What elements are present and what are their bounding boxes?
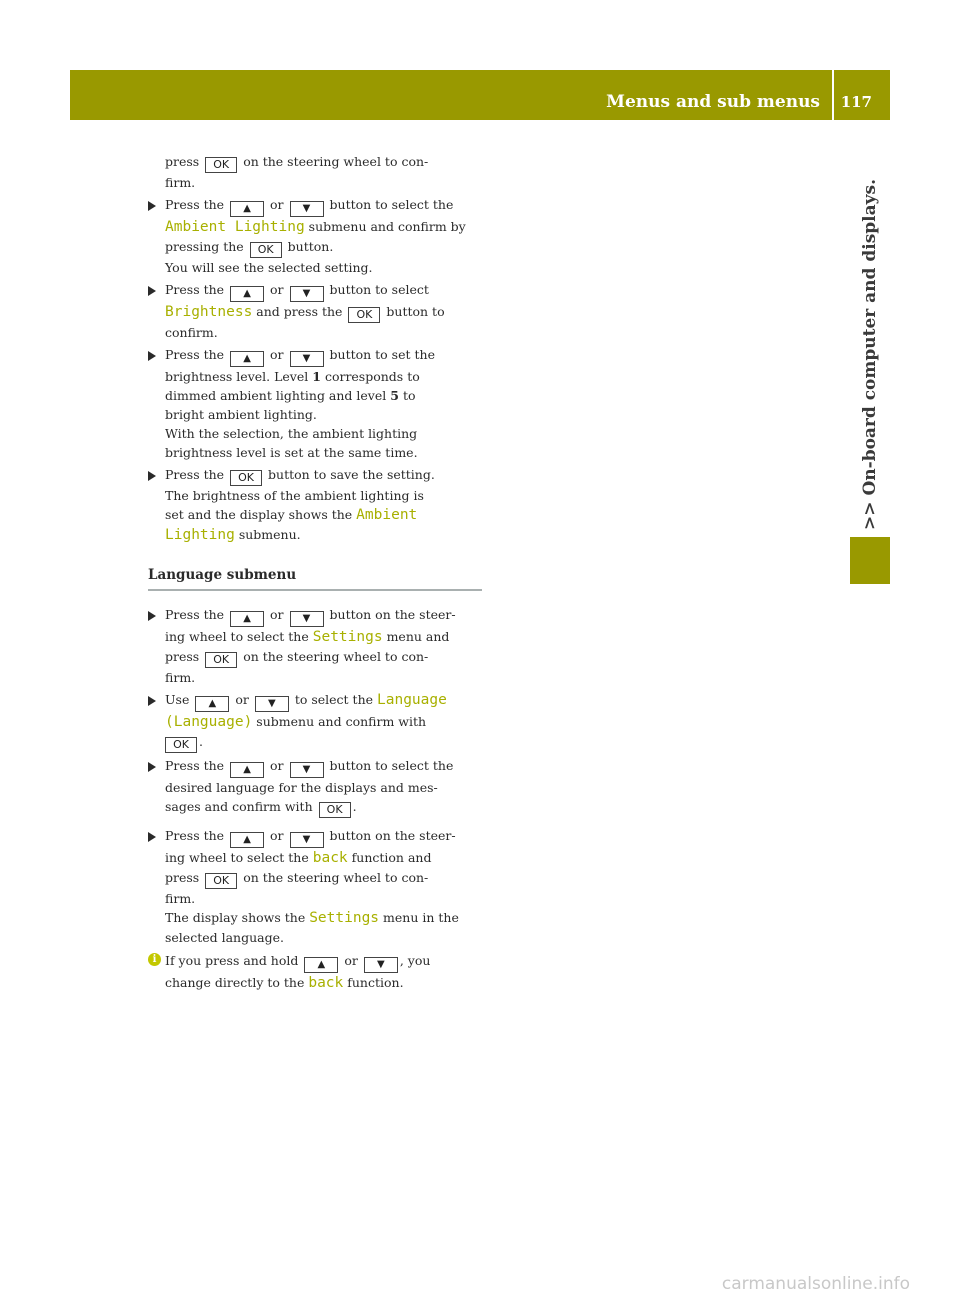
- ok-key-icon: OK: [348, 307, 380, 323]
- text: You will see the selected setting.: [165, 260, 373, 275]
- display-text-settings: Settings: [309, 910, 380, 926]
- text: dimmed ambient lighting and level: [165, 388, 387, 403]
- text: ing wheel to select the: [165, 629, 309, 644]
- text: function and: [351, 850, 432, 865]
- text: Press the: [165, 197, 225, 212]
- up-key-icon: ▲: [230, 762, 264, 778]
- display-text-back: back: [308, 975, 344, 991]
- down-key-icon: ▼: [290, 286, 324, 302]
- text: or: [270, 197, 284, 212]
- text: Press the: [165, 828, 225, 843]
- text: sages and confirm with: [165, 799, 313, 814]
- step-arrow-icon: [148, 471, 156, 481]
- text: submenu and confirm by: [308, 219, 466, 234]
- header-bar: [70, 70, 890, 120]
- level-number: 1: [312, 369, 321, 384]
- down-key-icon: ▼: [290, 832, 324, 848]
- info-note: [148, 951, 482, 993]
- step-set-brightness-level: [148, 345, 482, 462]
- step-save-setting: [148, 465, 482, 545]
- step-select-language-submenu: [148, 690, 482, 753]
- step-arrow-icon: [148, 286, 156, 296]
- up-key-icon: ▲: [195, 696, 229, 712]
- text: on the steering wheel to con-: [243, 154, 429, 169]
- down-key-icon: ▼: [290, 351, 324, 367]
- down-key-icon: ▼: [290, 611, 324, 627]
- up-key-icon: ▲: [230, 351, 264, 367]
- text: bright ambient lighting.: [165, 407, 317, 422]
- text: to: [402, 388, 416, 403]
- ok-key-icon: OK: [205, 652, 237, 668]
- text: to select the: [294, 692, 374, 707]
- text: or: [344, 953, 358, 968]
- ok-key-icon: OK: [250, 242, 282, 258]
- step-arrow-icon: [148, 611, 156, 621]
- text: Press the: [165, 347, 225, 362]
- display-text-back: back: [312, 850, 348, 866]
- ok-key-icon: OK: [319, 802, 351, 818]
- chapter-side-tab: [850, 132, 890, 530]
- text: button to: [386, 304, 445, 319]
- display-text-brightness: Brightness: [165, 304, 253, 320]
- text: Press the: [165, 467, 225, 482]
- text: ing wheel to select the: [165, 850, 309, 865]
- ok-key-icon: OK: [205, 873, 237, 889]
- step-select-ambient-lighting: [148, 195, 482, 277]
- ok-key-icon: OK: [205, 157, 237, 173]
- down-key-icon: ▼: [255, 696, 289, 712]
- text: or: [270, 607, 284, 622]
- display-text-ambient-lighting: Ambient Lighting: [165, 219, 305, 235]
- up-key-icon: ▲: [230, 201, 264, 217]
- text: button to select the: [329, 197, 454, 212]
- display-text-ambient: Ambient: [356, 507, 418, 523]
- text: and press the: [256, 304, 343, 319]
- step-select-settings-menu: [148, 605, 482, 687]
- page-content: [148, 152, 482, 993]
- display-text-language: Language: [377, 692, 447, 708]
- text: or: [270, 347, 284, 362]
- text: corresponds to: [324, 369, 420, 384]
- step-arrow-icon: [148, 762, 156, 772]
- text: or: [270, 828, 284, 843]
- down-key-icon: ▼: [364, 957, 398, 973]
- text: menu and: [386, 629, 450, 644]
- text: The brightness of the ambient lighting is: [165, 488, 424, 503]
- text: button to select: [329, 282, 429, 297]
- text: button to save the setting.: [268, 467, 435, 482]
- text: press: [165, 649, 200, 664]
- text: on the steering wheel to con-: [243, 870, 429, 885]
- up-key-icon: ▲: [230, 286, 264, 302]
- text: or: [270, 282, 284, 297]
- text: .: [199, 734, 203, 749]
- chapter-marker-block: [850, 537, 890, 584]
- page-number: 117: [840, 93, 872, 111]
- text: brightness level. Level: [165, 369, 309, 384]
- up-key-icon: ▲: [230, 832, 264, 848]
- chapter-title: >> On-board computer and displays.: [860, 179, 880, 530]
- text: on the steering wheel to con-: [243, 649, 429, 664]
- text: .: [352, 799, 357, 814]
- text: , you: [399, 953, 431, 968]
- text: firm.: [165, 175, 196, 190]
- text: The display shows the: [165, 910, 306, 925]
- text: change directly to the: [165, 975, 305, 990]
- text: Use: [165, 692, 190, 707]
- ok-key-icon: OK: [165, 737, 197, 753]
- display-text-lighting: Lighting: [165, 527, 235, 543]
- up-key-icon: ▲: [304, 957, 338, 973]
- section-heading-language-submenu: Language submenu: [148, 566, 482, 591]
- step-select-back: [148, 826, 482, 947]
- text: Press the: [165, 758, 225, 773]
- header-separator: [832, 70, 834, 120]
- text: button on the steer-: [329, 607, 456, 622]
- text: button to set the: [329, 347, 435, 362]
- text: desired language for the displays and mes-: [165, 780, 438, 795]
- text: button to select the: [329, 758, 454, 773]
- step-select-language: [148, 756, 482, 818]
- text: set and the display shows the: [165, 507, 353, 522]
- display-text-language-paren: (Language): [165, 714, 253, 730]
- text: or: [270, 758, 284, 773]
- text: button.: [287, 239, 334, 254]
- text: Press the: [165, 282, 225, 297]
- level-number: 5: [390, 388, 399, 403]
- text: pressing the: [165, 239, 244, 254]
- text: Press the: [165, 607, 225, 622]
- text: submenu.: [238, 527, 301, 542]
- text: brightness level is set at the same time.: [165, 445, 418, 460]
- page-title: Menus and sub menus: [606, 92, 820, 112]
- text: press: [165, 870, 200, 885]
- continued-step: [148, 152, 482, 192]
- step-arrow-icon: [148, 696, 156, 706]
- watermark: carmanualsonline.info: [721, 1274, 910, 1294]
- ok-key-icon: OK: [230, 470, 262, 486]
- text: submenu and confirm with: [256, 714, 427, 729]
- up-key-icon: ▲: [230, 611, 264, 627]
- text: press: [165, 154, 200, 169]
- text: confirm.: [165, 325, 218, 340]
- text: firm.: [165, 891, 196, 906]
- text: If you press and hold: [165, 953, 299, 968]
- text: function.: [347, 975, 404, 990]
- step-arrow-icon: [148, 201, 156, 211]
- step-arrow-icon: [148, 832, 156, 842]
- text: button on the steer-: [329, 828, 456, 843]
- info-icon: i: [148, 953, 161, 966]
- display-text-settings: Settings: [312, 629, 383, 645]
- down-key-icon: ▼: [290, 762, 324, 778]
- text: or: [235, 692, 249, 707]
- step-select-brightness: [148, 280, 482, 342]
- text: menu in the: [383, 910, 459, 925]
- text: With the selection, the ambient lighting: [165, 426, 418, 441]
- text: selected language.: [165, 930, 284, 945]
- step-arrow-icon: [148, 351, 156, 361]
- text: firm.: [165, 670, 196, 685]
- down-key-icon: ▼: [290, 201, 324, 217]
